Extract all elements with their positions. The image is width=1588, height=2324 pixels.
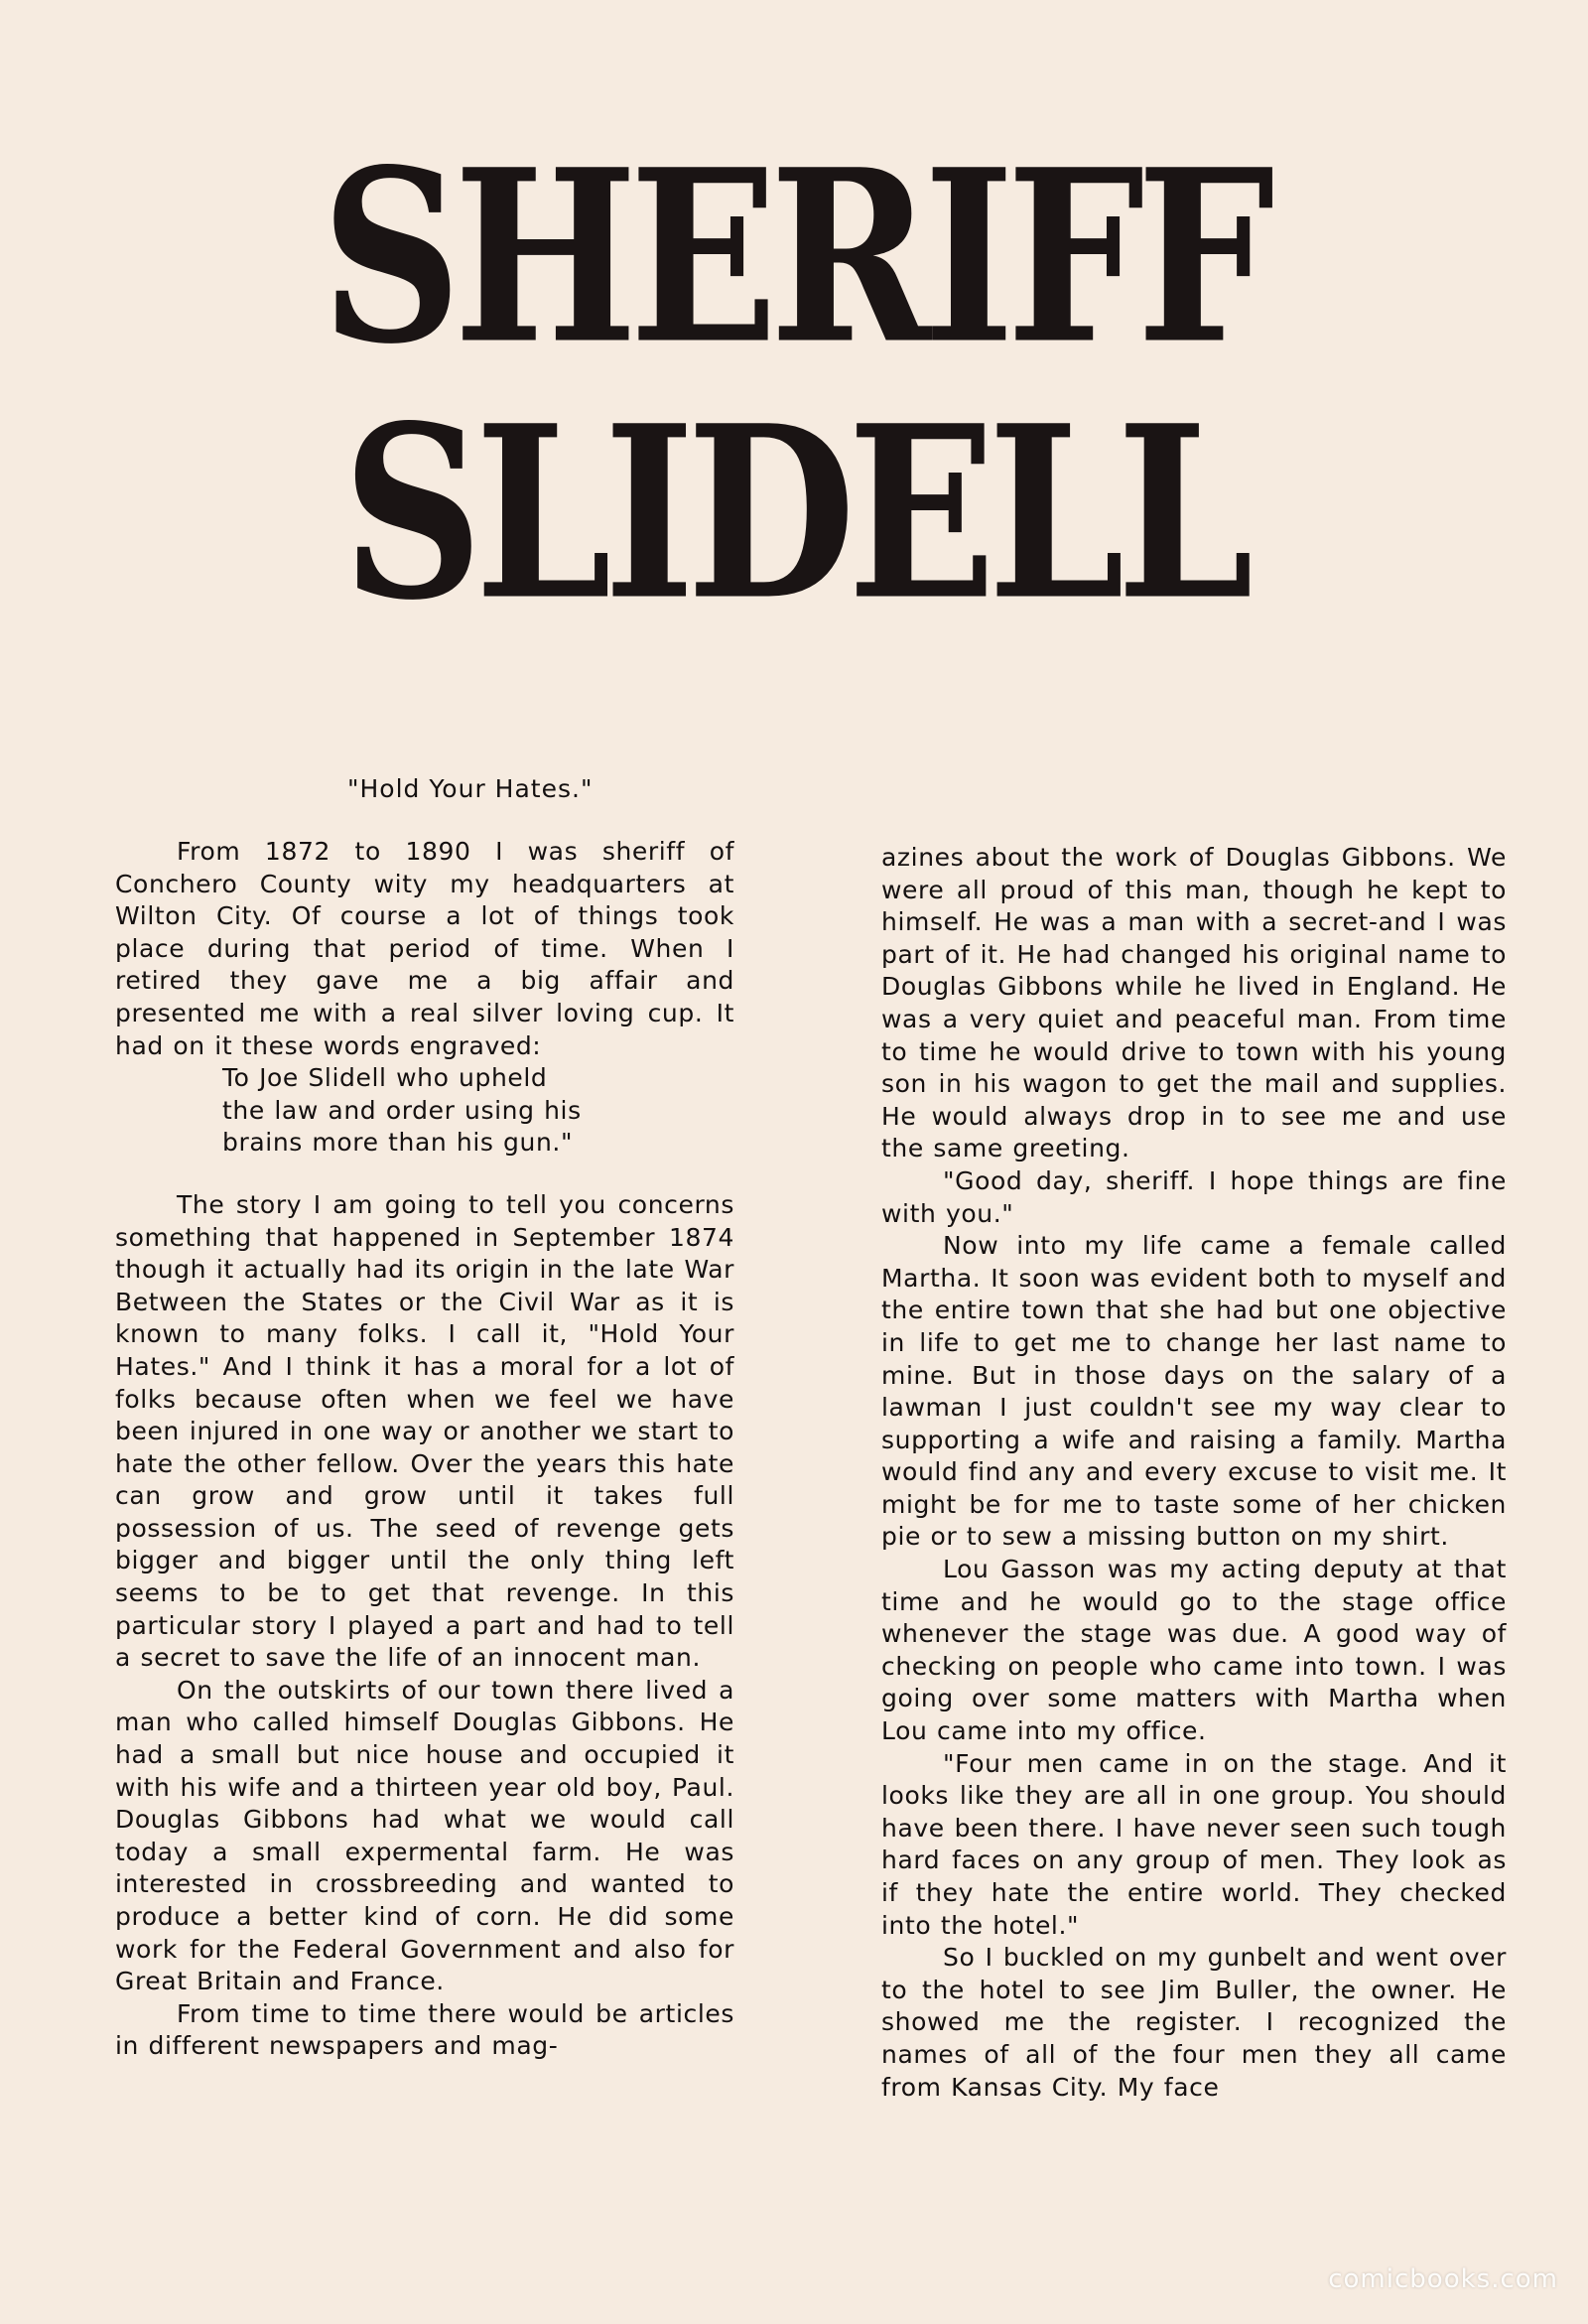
right-column bbox=[881, 842, 1507, 2104]
paragraph: "Good day, sheriff. I hope things are fine with you." bbox=[881, 1165, 1507, 1228]
left-column bbox=[115, 836, 734, 2063]
story-subtitle: "Hold Your Hates." bbox=[347, 774, 594, 803]
paragraph: Lou Gasson was my acting deputy at that time and he would go to the stage office whenever the stage was due. A good way of checking on people who came into town. I was going over some matters with Martha when Lou came into my office. bbox=[881, 1555, 1507, 1746]
site-watermark: comicbooks.com bbox=[1328, 2264, 1558, 2294]
paragraph: From 1872 to 1890 I was sheriff of Conchero County wity my headquarters at Wilton City. Of course a lot of things took place during that period of time. When I retired they gave me a big affair and presented me with a real silver loving cup. It had on it these words engraved: bbox=[115, 837, 734, 1060]
paragraph: The story I am going to tell you concerns something that happened in September 1874 though it actually had its origin in the late War Between the States or the Civil War as it is known to many folks. I call it, "Hold Your Hates." And I think it has a moral for a lot of folks because often when we feel we have been injured in one way or another we start to hate the other fellow. Over the years this hate can grow and grow until it takes full possession of us. The seed of revenge gets bigger and bigger until the only thing left seems to be to get that revenge. In this particular story I played a part and had to tell a secret to save the life of an innocent man. bbox=[115, 1189, 734, 1673]
paragraph: azines about the work of Douglas Gibbons. We were all proud of this man, though he kept to himself. He was a man with a secret-and I was part of it. He had changed his original name to Douglas Gibbons while he lived in England. He was a very quiet and peaceful man. From time to time he would drive to town with his young son in his wagon to get the mail and supplies. He would always drop in to see me and use the same greeting. bbox=[881, 843, 1507, 1163]
engraving-verse: To Joe Slidell who upheld the law and order using his brains more than his gun." bbox=[222, 1063, 582, 1158]
paragraph: So I buckled on my gunbelt and went over to the hotel to see Jim Buller, the owner. He showed me the register. I recognized the names of all of the four men they all came from Kansas City. My face bbox=[881, 1943, 1507, 2102]
paragraph: From time to time there would be articles in different newspapers and mag- bbox=[115, 1998, 734, 2061]
paragraph: "Four men came in on the stage. And it looks like they are all in one group. You should have been there. I have never seen such tough hard faces on any group of men. They look as if they hate the entire world. They checked into the hotel." bbox=[881, 1748, 1507, 1940]
paragraph: On the outskirts of our town there lived a man who called himself Douglas Gibbons. He had a small but nice house and occupied it with his wife and a thirteen year old boy, Paul. Douglas Gibbons had what we would call today a small expermental farm. He was interested in crossbreeding and wanted to produce a better kind of corn. He did some work for the Federal Government and also for Great Britain and France. bbox=[115, 1675, 734, 1996]
paragraph: Now into my life came a female called Martha. It soon was evident both to myself and the entire town that she had but one objective in life to get me to change her last name to mine. But in those days on the salary of a lawman I just couldn't see my way clear to supporting a wife and raising a family. Martha would find any and every excuse to visit me. It might be for me to taste some of her chicken pie or to sew a missing button on my shirt. bbox=[881, 1231, 1507, 1552]
title-line-1: SHERIFF bbox=[321, 118, 1267, 397]
title-line-2: SLIDELL bbox=[341, 374, 1247, 653]
